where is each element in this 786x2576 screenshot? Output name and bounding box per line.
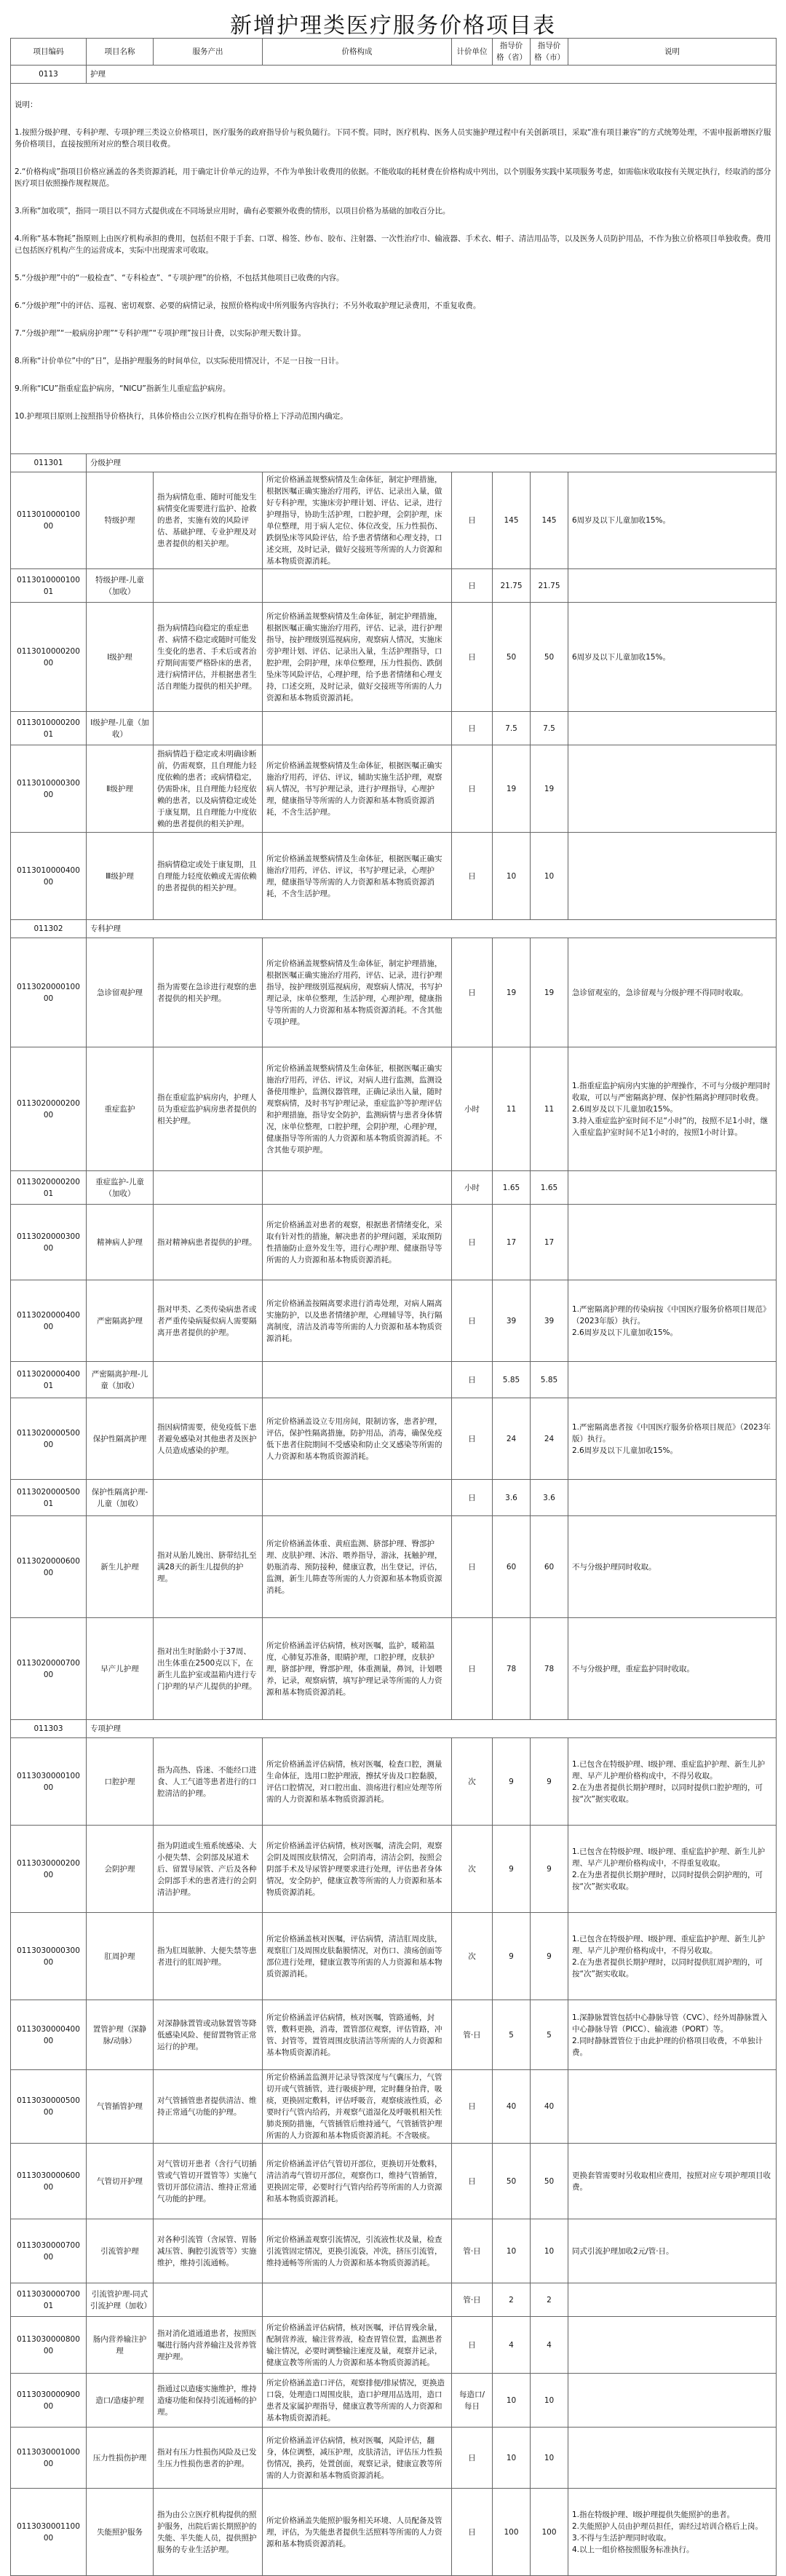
item-code: 011302000020001 [11, 1171, 87, 1205]
item-name: 严密隔离护理-儿童（加收） [87, 1362, 154, 1398]
table-header [11, 39, 777, 66]
item-unit: 次 [452, 1826, 493, 1913]
item-code: 011302000070000 [11, 1618, 87, 1720]
item-name: 早产儿护理 [87, 1618, 154, 1720]
section-row [11, 1720, 777, 1738]
item-price-city: 78 [531, 1618, 568, 1720]
item-name: 引流管护理-同式引流护理（加收） [87, 2283, 154, 2317]
table-row [11, 1516, 777, 1618]
item-description: 急诊留观室的，急诊留观与分级护理不得同时收取。 [568, 938, 777, 1047]
category-row [11, 66, 777, 84]
item-code: 011302000010000 [11, 938, 87, 1047]
table-row [11, 1826, 777, 1913]
item-price-city: 5.85 [531, 1362, 568, 1398]
item-price-city: 24 [531, 1398, 568, 1480]
item-output [154, 569, 263, 603]
item-name: 造口/造瘘护理 [87, 2374, 154, 2428]
item-unit: 管·日 [452, 2283, 493, 2317]
item-price-city: 60 [531, 1516, 568, 1618]
item-output: 指为病情趋向稳定的重症患者、病情不稳定或随时可能发生变化的患者、手术后或者治疗期间需要严格卧床的患者，进行病情评估，并根据患者生活自理能力提供的相关护理。 [154, 603, 263, 712]
item-price-city: 9 [531, 1738, 568, 1826]
item-code: 011303000010000 [11, 1738, 87, 1826]
item-price-city: 1.65 [531, 1171, 568, 1205]
item-code: 011301000030000 [11, 745, 87, 833]
item-price-province: 5.85 [493, 1362, 531, 1398]
item-price-province: 11 [493, 1047, 531, 1171]
item-unit: 日 [452, 1618, 493, 1720]
item-price-province: 24 [493, 1398, 531, 1480]
table-row [11, 2144, 777, 2219]
item-description: 更换套管需要时另收取相应费用，按照对应专项护理项目收费。 [568, 2144, 777, 2219]
item-code: 011303000090000 [11, 2374, 87, 2428]
item-price-province: 19 [493, 745, 531, 833]
item-price-city: 7.5 [531, 712, 568, 745]
note-line: 7.“分级护理”“一般病房护理”“专科护理”“专项护理”按日计费，以实际护理天数计算。 [15, 329, 306, 338]
table-row [11, 1171, 777, 1205]
item-code: 011302000040001 [11, 1362, 87, 1398]
item-price-province: 78 [493, 1618, 531, 1720]
item-unit: 日 [452, 2317, 493, 2374]
item-output: 对气管插管患者提供清洁、维持正常通气功能的护理。 [154, 2070, 263, 2144]
item-composition: 所定价格涵盖设立专用房间，限制访客，患者护理，评估，保护性隔离措施，防护用品，消毒，确保免疫低下患者住院期间不受感染和防止交叉感染等所需的人力资源和基本物质资源消耗。 [263, 1398, 452, 1480]
item-output: 指为需要在急诊进行观察的患者提供的相关护理。 [154, 938, 263, 1047]
note-line: 10.护理项目原则上按照指导价格执行，具体价格由公立医疗机构在指导价格上下浮动范围内确定。 [15, 412, 348, 421]
item-composition [263, 712, 452, 745]
item-description [568, 2070, 777, 2144]
item-price-city: 5 [531, 2000, 568, 2070]
note-line: 1.按照分级护理、专科护理、专项护理三类设立价格项目，医疗服务的政府指导价与税负随行。下同不赘。同时，医疗机构、医务人员实施护理过程中有关创新项目，采取“准有项目兼容”的方式统筹处理，不需申报新增医疗服务价格项目，直接按照所对应的整合项目收费。 [15, 128, 771, 148]
section-name: 专项护理 [87, 1720, 777, 1738]
item-output: 指病情稳定或处于康复期，且自理能力轻度依赖或无需依赖的患者提供的相关护理。 [154, 833, 263, 920]
item-unit: 管·日 [452, 2000, 493, 2070]
table-row [11, 569, 777, 603]
table-row [11, 2428, 777, 2489]
item-price-city: 50 [531, 603, 568, 712]
item-price-city: 21.75 [531, 569, 568, 603]
item-description [568, 2374, 777, 2428]
item-price-city: 11 [531, 1047, 568, 1171]
item-composition: 所定价格涵盖监测并记录导管深度与气囊压力，气管切开或气管插管，进行吸痰护理，定时翻身拍背，吸痰，更换固定敷料，评估呼吸音，观察痰液性质，必要时行气管内给药，并观察气道湿化及呼吸机相关性肺炎预防措施，气管插管后维持通气，气管插管护理所需的人力资源和基本物质资源消耗。不含吸痰。 [263, 2070, 452, 2144]
item-composition: 所定价格涵盖评估病情，核对医嘱，管路通畅，封管，敷料更换，消毒，置管部位观察，评估管路，冲管、封管等，置管周围皮肤清洁等所需的人力资源和基本物质资源消耗。 [263, 2000, 452, 2070]
item-price-city: 9 [531, 1826, 568, 1913]
item-output: 指为高热、昏迷、不能经口进食、人工气道等患者进行的口腔清洁的护理。 [154, 1738, 263, 1826]
item-price-city: 19 [531, 745, 568, 833]
item-name: 保护性隔离护理-儿童（加收） [87, 1480, 154, 1516]
item-price-city: 100 [531, 2489, 568, 2576]
note-line: 说明： [15, 100, 38, 109]
item-price-province: 10 [493, 2219, 531, 2283]
item-composition: 所定价格涵盖规整病情及生命体征，根据医嘱正确实施治疗用药，评估、评议，书写护理记录，心理护理，健康指导等所需的人力资源和基本物质资源消耗，不含生活护理。 [263, 833, 452, 920]
item-composition: 所定价格涵盖体重、黄疸监测、脐部护理、臀部护理、皮肤护理、沐浴、喂养指导，游泳，抚触护理，奶瓶消毒、预防接种，健康宣教，出生登记，评估，监测，新生儿筛查等所需的人力资源和基本物质资源消耗。 [263, 1516, 452, 1618]
item-unit: 日 [452, 2428, 493, 2489]
item-unit: 日 [452, 1516, 493, 1618]
item-description [568, 745, 777, 833]
item-code: 011302000050000 [11, 1398, 87, 1480]
header-unit: 计价单位 [452, 39, 493, 66]
header-code: 项目编码 [11, 39, 87, 66]
item-unit: 日 [452, 472, 493, 569]
category-name: 护理 [87, 66, 777, 84]
item-output [154, 1480, 263, 1516]
item-output [154, 1362, 263, 1398]
item-unit: 日 [452, 2070, 493, 2144]
section-name: 分级护理 [87, 454, 777, 472]
item-name: Ⅲ级护理 [87, 833, 154, 920]
item-price-province: 7.5 [493, 712, 531, 745]
item-price-province: 100 [493, 2489, 531, 2576]
item-code: 011301000020001 [11, 712, 87, 745]
item-unit: 管·日 [452, 2219, 493, 2283]
table-row [11, 712, 777, 745]
item-output: 指为由公立医疗机构提供的照护服务，出院后需长期照护的失能、半失能人员，提供照护服务的专业生活护理。 [154, 2489, 263, 2576]
header-description: 说明 [568, 39, 777, 66]
item-code: 011303000030000 [11, 1913, 87, 2000]
item-unit: 次 [452, 1738, 493, 1826]
item-name: 急诊留观护理 [87, 938, 154, 1047]
item-code: 011301000040000 [11, 833, 87, 920]
item-unit: 小时 [452, 1171, 493, 1205]
table-row [11, 603, 777, 712]
item-price-city: 39 [531, 1280, 568, 1362]
header-price-province: 指导价格（省） [493, 39, 531, 66]
item-code: 011303000070001 [11, 2283, 87, 2317]
item-output: 指为病情危重、随时可能发生病情变化需要进行监护、抢救的患者，实施有效的风险评估、基础护理、专业护理及对患者提供的相关护理。 [154, 472, 263, 569]
item-code: 011303000080000 [11, 2317, 87, 2374]
item-price-city: 19 [531, 938, 568, 1047]
item-name: 特级护理 [87, 472, 154, 569]
item-description [568, 569, 777, 603]
table-row [11, 2317, 777, 2374]
item-unit: 日 [452, 745, 493, 833]
item-price-province: 21.75 [493, 569, 531, 603]
item-price-city: 17 [531, 1205, 568, 1280]
item-output: 对气管切开患者（含行气切插管或气管切开置管等）实施气管切开部位清洁、维持正常通气功能的护理。 [154, 2144, 263, 2219]
item-price-province: 19 [493, 938, 531, 1047]
section-code: 011303 [11, 1720, 87, 1738]
item-composition: 所定价格涵盖评估病情，核对医嘱，清洗会阴，观察会阴及周围皮肤情况，会阴消毒，清洁会阴，按照会阴部手术及导尿管护理要求进行处理，评估患者身体情况，安全防护，健康宣教等所需的人力资源和基本物质资源消耗。 [263, 1826, 452, 1913]
item-price-province: 9 [493, 1738, 531, 1826]
table-row [11, 1738, 777, 1826]
item-composition: 所定价格涵盖评估气管切开部位，更换切开处敷料，清洁消毒气管切开部位，观察伤口，维持气管插管，更换固定带，必要时行气管内给药等所需的人力资源和基本物质资源消耗。 [263, 2144, 452, 2219]
table-row [11, 2283, 777, 2317]
item-code: 011303000040000 [11, 2000, 87, 2070]
item-description [568, 1205, 777, 1280]
section-code: 011302 [11, 920, 87, 938]
item-composition: 所定价格涵盖按隔离要求进行消毒处理，对病人隔离实施防护，以及患者情绪护理，心理辅导等，执行隔离制度，清洁及消毒等所需的人力资源和基本物质资源消耗。 [263, 1280, 452, 1362]
table-row [11, 2219, 777, 2283]
item-description: 6周岁及以下儿童加收15%。 [568, 472, 777, 569]
item-unit: 每造口/每日 [452, 2374, 493, 2428]
item-price-province: 145 [493, 472, 531, 569]
item-name: 特级护理-儿童（加收） [87, 569, 154, 603]
item-unit: 日 [452, 1362, 493, 1398]
table-row [11, 833, 777, 920]
item-name: 气管插管护理 [87, 2070, 154, 2144]
item-output: 指在重症监护病房内，护理人员为重症监护病房患者提供的相关护理。 [154, 1047, 263, 1171]
section-code: 011301 [11, 454, 87, 472]
item-name: 肠内营养输注护理 [87, 2317, 154, 2374]
item-description [568, 1480, 777, 1516]
item-description [568, 1171, 777, 1205]
table-row [11, 1398, 777, 1480]
item-output: 指病情趋于稳定或未明确诊断前，仍需观察，且自理能力轻度依赖的患者；或病情稳定，仍需卧床，且自理能力轻度依赖的患者，以及病情稳定或处于康复期，且自理能力中度依赖的患者提供的相关护理。 [154, 745, 263, 833]
item-output: 指对甲类、乙类传染病患者或者严重传染病疑似病人需要隔离开患者提供的护理。 [154, 1280, 263, 1362]
item-unit: 日 [452, 1280, 493, 1362]
item-price-province: 10 [493, 2374, 531, 2428]
table-row [11, 745, 777, 833]
item-name: 重症监护 [87, 1047, 154, 1171]
table-row [11, 1480, 777, 1516]
table-row [11, 1913, 777, 2000]
item-code: 011302000020000 [11, 1047, 87, 1171]
item-code: 011302000040000 [11, 1280, 87, 1362]
table-row [11, 2374, 777, 2428]
header-name: 项目名称 [87, 39, 154, 66]
item-unit: 日 [452, 2489, 493, 2576]
item-composition: 所定价格涵盖对患者的观察，根据患者情绪变化，采取有针对性的措施，解决患者的护理问题，采取预防性措施防止意外发生等，进行心理护理、健康指导等所需的人力资源和基本物质资源消耗。 [263, 1205, 452, 1280]
item-price-city: 3.6 [531, 1480, 568, 1516]
item-name: Ⅰ级护理 [87, 603, 154, 712]
note-line: 8.所称“计价单位”中的“日”，是指护理服务的时间单位，以实际使用情况计，不足一日按一日计。 [15, 357, 344, 365]
item-name: 会阴护理 [87, 1826, 154, 1913]
item-name: 精神病人护理 [87, 1205, 154, 1280]
item-price-city: 10 [531, 2428, 568, 2489]
item-name: 引流管护理 [87, 2219, 154, 2283]
item-name: 失能照护服务 [87, 2489, 154, 2576]
item-description: 1.指重症监护病房内实施的护理操作，不可与分级护理同时收取，可以与严密隔离护理、保护性隔离护理同时收费。 2.6周岁及以下儿童加收15%。 3.持入重症监护室时间不足“小时”的，按照不足1小时，继入重症监护室时间不足1小时的，按照1小时计算。 [568, 1047, 777, 1171]
table-row [11, 2000, 777, 2070]
item-description: 1.深静脉置管包括中心静脉导管（CVC）、经外周静脉置入中心静脉导管（PICC）、输液港（PORT）等。 2.同时静脉置管位于由此护理的价格项目收费，不单独计费。 [568, 2000, 777, 2070]
item-unit: 日 [452, 712, 493, 745]
item-price-province: 40 [493, 2070, 531, 2144]
notes-row [11, 84, 777, 454]
item-composition: 所定价格涵盖造口评估，观察排便/排尿情况，更换造口袋，处理造口周围皮肤，造口护理用品选用，造口患者及家属护理指导，健康宣教等所需的人力资源和基本物质资源消耗。 [263, 2374, 452, 2428]
item-name: 口腔护理 [87, 1738, 154, 1826]
item-name: 压力性损伤护理 [87, 2428, 154, 2489]
header-composition: 价格构成 [263, 39, 452, 66]
item-description [568, 2428, 777, 2489]
item-description: 同式引流护理加收2元/管·日。 [568, 2219, 777, 2283]
item-price-city: 10 [531, 833, 568, 920]
item-price-city: 40 [531, 2070, 568, 2144]
note-line: 5.“分级护理”中的“一般检查”、“专科检查”、“专项护理”的价格，不包括其他项目已收费的内容。 [15, 274, 344, 282]
item-name: 保护性隔离护理 [87, 1398, 154, 1480]
item-description [568, 2283, 777, 2317]
item-name: 重症监护-儿童（加收） [87, 1171, 154, 1205]
item-composition: 所定价格涵盖观察引流情况，引流液性状及量，检查引流管固定情况，更换引流袋，冲洗，挤压引流管，维持通畅等所需的人力资源和基本物质资源消耗。 [263, 2219, 452, 2283]
item-code: 011303000110000 [11, 2489, 87, 2576]
header-output: 服务产出 [154, 39, 263, 66]
table-row [11, 938, 777, 1047]
item-unit: 日 [452, 833, 493, 920]
item-description: 不与分级护理同时收取。 [568, 1516, 777, 1618]
item-code: 011303000050000 [11, 2070, 87, 2144]
item-output: 指对有压力性损伤风险及已发生压力性损伤患者的护理。 [154, 2428, 263, 2489]
item-price-province: 50 [493, 2144, 531, 2219]
section-row [11, 920, 777, 938]
section-row [11, 454, 777, 472]
item-code: 011301000010000 [11, 472, 87, 569]
item-code: 011301000010001 [11, 569, 87, 603]
item-output: 指为阴道或生殖系统感染、大小便失禁、会阴部及尿道术后、留置导尿管、产后及各种会阴部手术的患者进行的会阴清洁护理。 [154, 1826, 263, 1913]
note-line: 2.“价格构成”指项目价格应涵盖的各类资源消耗，用于确定计价单元的边界，不作为单独计收费用的依据。不能收取的耗材费在价格构成中列出，以个别服务实践中某项服务考虑，如需临床收取按有关规定执行，经取消的部分医疗项目依照操作规程规范。 [15, 167, 771, 188]
item-description [568, 833, 777, 920]
item-unit: 日 [452, 1398, 493, 1480]
item-price-province: 2 [493, 2283, 531, 2317]
item-price-city: 10 [531, 2374, 568, 2428]
item-output: 对各种引流管（含尿管、胃肠减压管、胸腔引流管等）实施维护，维持引流通畅。 [154, 2219, 263, 2283]
item-composition: 所定价格涵盖核对医嘱，评估病情，清洁肛周皮肤，观察肛门及周围皮肤黏膜情况，对伤口、溃疡创面等部位进行处理，健康宣教等所需的人力资源和基本物质资源消耗。 [263, 1913, 452, 2000]
item-name: 置管护理（深静脉/动脉） [87, 2000, 154, 2070]
item-unit: 日 [452, 938, 493, 1047]
page-title: 新增护理类医疗服务价格项目表 [230, 13, 556, 39]
item-name: 严密隔离护理 [87, 1280, 154, 1362]
item-unit: 日 [452, 603, 493, 712]
item-output: 指对从胎儿娩出、脐带结扎至满28天的新生儿提供的护理。 [154, 1516, 263, 1618]
item-output: 指对出生时胎龄小于37周、出生体重在2500克以下，在新生儿监护室或温箱内进行专门护理的早产儿提供的护理。 [154, 1618, 263, 1720]
item-code: 011301000020000 [11, 603, 87, 712]
note-line: 6.“分级护理”中的评估、巡视、密切观察、必要的病情记录，按照价格构成中所列服务内容执行；不另外收取护理记录费用，不重复收费。 [15, 301, 481, 310]
item-code: 011303000100000 [11, 2428, 87, 2489]
item-unit: 日 [452, 1205, 493, 1280]
item-description: 1.严密隔离患者按《中国医疗服务价格项目规范》（2023年版）执行。 2.6周岁及以下儿童加收15%。 [568, 1398, 777, 1480]
item-name: 新生儿护理 [87, 1516, 154, 1618]
table-row [11, 2070, 777, 2144]
item-composition: 所定价格涵盖规整病情及生命体征，根据医嘱正确实施治疗用药，评估、评议，对病人进行监测，监测设备使用维护，监测仪器管理，正确记录出入量，随时观察病情，及时书写护理记录，重症监护等护理评估和护理措施，指导安全防护，监测病情与患者身体情况，床单位整理，口腔护理，会阴护理，心理护理，健康指导等所需的人力资源和基本物质资源消耗。不含其他专项护理。 [263, 1047, 452, 1171]
category-code: 0113 [11, 66, 87, 84]
item-code: 011303000060000 [11, 2144, 87, 2219]
item-price-province: 39 [493, 1280, 531, 1362]
table-row [11, 472, 777, 569]
item-description [568, 1362, 777, 1398]
item-name: Ⅱ级护理 [87, 745, 154, 833]
item-name: Ⅰ级护理-儿童（加收） [87, 712, 154, 745]
item-description [568, 2317, 777, 2374]
item-price-province: 60 [493, 1516, 531, 1618]
item-price-city: 4 [531, 2317, 568, 2374]
item-output: 指因病情需要，使免疫低下患者避免感染对其他患者及医护人员造成感染的护理。 [154, 1398, 263, 1480]
table-row [11, 1205, 777, 1280]
item-description: 1.已包含在特级护理、I级护理、重症监护护理、新生儿护理、早产儿护理价格构成中，不得重复收取。 2.在为患者提供长期护理时，以同时提供会阴护理的，可按“次”据实收取。 [568, 1826, 777, 1913]
item-composition: 所定价格涵盖规整病情及生命体征，制定护理措施，根据医嘱正确实施治疗用药，评估、记录出入量，做好专科护理，实施床旁护理计划、评估、记录，进行护理指导，协助生活护理，口腔护理，会阴护理，床单位整理，用于病人定位、体位改变，压力性损伤、跌倒坠床等风险评估，给予患者情绪和心理支持，口述交班，及时记录，做好交接班等所需的人力资源和基本物质资源消耗。 [263, 472, 452, 569]
item-output: 指通过以造瘘实施维护，维持造瘘功能和保持引流通畅的护理。 [154, 2374, 263, 2428]
item-code: 011302000060000 [11, 1516, 87, 1618]
item-composition: 所定价格涵盖失能照护服务相关环境、人员配备及管理，评估，为失能患者提供生活照料等所需的人力资源和基本物质资源消耗。 [263, 2489, 452, 2576]
item-composition [263, 1171, 452, 1205]
note-line: 4.所称“基本物耗”指原则上由医疗机构承担的费用，包括但不限于手套、口罩、棉签、纱布、胶布、注射器、一次性治疗巾、输液器、手术衣、帽子、清洁用品等，以及医务人员防护用品，不作为独立价格项目单独收费。费用已包括医疗机构产生的运营成本，实际中出现需求可收取。 [15, 234, 771, 255]
item-output: 指为肛周脓肿、大便失禁等患者进行的肛周护理。 [154, 1913, 263, 2000]
item-name: 气管切开护理 [87, 2144, 154, 2219]
item-code: 011303000020000 [11, 1826, 87, 1913]
item-code: 011302000030000 [11, 1205, 87, 1280]
item-unit: 日 [452, 1480, 493, 1516]
item-description: 6周岁及以下儿童加收15%。 [568, 603, 777, 712]
item-price-province: 1.65 [493, 1171, 531, 1205]
item-output: 指对精神病患者提供的护理。 [154, 1205, 263, 1280]
table-row [11, 1280, 777, 1362]
item-composition: 所定价格涵盖规整病情及生命体征，根据医嘱正确实施治疗用药，评估、评议，辅助实施生活护理，观察病人情况，书写护理记录，进行护理指导，心理护理，健康指导等所需的人力资源和基本物质资源消耗，不含生活护理。 [263, 745, 452, 833]
item-composition: 所定价格涵盖评估病情，核对医嘱，评估胃残余量，配制营养液，输注营养液，检查胃管位置，监测患者输注情况，必要时调整输注速度及量，观察并记录，健康宣教等所需的人力资源和基本物质资源消耗。 [263, 2317, 452, 2374]
item-price-city: 50 [531, 2144, 568, 2219]
item-unit: 日 [452, 569, 493, 603]
section-name: 专科护理 [87, 920, 777, 938]
item-description: 1.已包含在特级护理、I级护理、重症监护护理、新生儿护理、早产儿护理价格构成中，不得另收取。 2.在为患者提供长期护理时，以同时提供口腔护理的，可按“次”据实收取。 [568, 1738, 777, 1826]
item-output [154, 712, 263, 745]
item-output [154, 1171, 263, 1205]
item-composition: 所定价格涵盖规整病情及生命体征，制定护理措施，根据医嘱正确实施治疗用药，评估、记录，进行护理指导，按护理级别巡视病房，观察病人情况，书写护理记录，床单位整理，生活护理，心理护理，健康指导等所需的人力资源和基本物质资源消耗。不含其他专项护理。 [263, 938, 452, 1047]
item-composition: 所定价格涵盖评估病情，核对医嘱，检查口腔，测量生命体征，选用口腔护理液，擦拭牙齿及口腔黏膜，评估口腔情况，对口腔出血、溃疡进行相应处理等所需的人力资源和基本物质资源消耗。 [263, 1738, 452, 1826]
item-price-city: 145 [531, 472, 568, 569]
item-name: 肛周护理 [87, 1913, 154, 2000]
item-description: 1.严密隔离护理的传染病按《中国医疗服务价格项目规范》（2023年版）执行。 2.6周岁及以下儿童加收15%。 [568, 1280, 777, 1362]
item-price-province: 50 [493, 603, 531, 712]
item-price-province: 9 [493, 1913, 531, 2000]
item-description: 1.已包含在特级护理、I级护理、重症监护护理、新生儿护理、早产儿护理价格构成中，不得另收取。 2.在为患者提供长期护理时，以同时提供肛周护理的，可按“次”据实收取。 [568, 1913, 777, 2000]
item-output: 对深静脉置管或动脉置管等降低感染风险、便留置物管正常运行的护理。 [154, 2000, 263, 2070]
item-composition: 所定价格涵盖评估病情，核对医嘱，风险评估，翻身，体位调整，减压护理，皮肤清洁，评估压力性损伤情况，换药，处置创面，观察记录，健康宣教等所需的人力资源和基本物质资源消耗。 [263, 2428, 452, 2489]
table-row [11, 2489, 777, 2576]
table-row [11, 1618, 777, 1720]
item-composition: 所定价格涵盖规整病情及生命体征，制定护理措施，根据医嘱正确实施治疗用药，评估、记录，进行护理指导，按护理级别巡视病房，观察病人情况，实施床旁护理计划、评估、记录出入量，生活护理指导，口腔护理，会阴护理，床单位整理，压力性损伤、跌倒坠床等风险评估，心理护理，给予患者情绪和心理支持，口述交班，及时记录，做好交接班等所需的人力资源和基本物质资源消耗。 [263, 603, 452, 712]
item-description [568, 712, 777, 745]
item-price-city: 10 [531, 2219, 568, 2283]
item-code: 011302000050001 [11, 1480, 87, 1516]
header-price-city: 指导价格（市） [531, 39, 568, 66]
item-price-province: 9 [493, 1826, 531, 1913]
table-row [11, 1047, 777, 1171]
item-output [154, 2283, 263, 2317]
item-composition [263, 2283, 452, 2317]
item-description: 不与分级护理，重症监护同时收取。 [568, 1618, 777, 1720]
item-price-province: 10 [493, 833, 531, 920]
notes-block [11, 84, 777, 454]
item-composition: 所定价格涵盖评估病情，核对医嘱，监护，暖箱温度，心肺复苏准备，眼睛护理，口腔护理，皮肤护理，脐部护理，臀部护理，体重测量，鼻饲，计划喂养，记录，观察病情，填写护理记录等所需的人力资源和基本物质资源消耗。 [263, 1618, 452, 1720]
item-price-province: 4 [493, 2317, 531, 2374]
item-output: 指对消化道通道患者，按照医嘱进行肠内营养输注及营养管理护理。 [154, 2317, 263, 2374]
item-code: 011303000070000 [11, 2219, 87, 2283]
item-unit: 次 [452, 1913, 493, 2000]
item-price-province: 17 [493, 1205, 531, 1280]
item-composition [263, 1362, 452, 1398]
item-price-city: 9 [531, 1913, 568, 2000]
table-row [11, 1362, 777, 1398]
item-price-province: 10 [493, 2428, 531, 2489]
note-line: 9.所称“ICU”指重症监护病房，“NICU”指新生儿重症监护病房。 [15, 384, 231, 393]
item-price-province: 3.6 [493, 1480, 531, 1516]
price-table [10, 38, 777, 2576]
item-composition [263, 569, 452, 603]
item-unit: 小时 [452, 1047, 493, 1171]
item-price-city: 2 [531, 2283, 568, 2317]
note-line: 3.所称“加收项”，指同一项目以不同方式提供或在不同场景应用时，确有必要额外收费的情形，以项目价格为基础的加收百分比。 [15, 207, 450, 215]
item-price-province: 5 [493, 2000, 531, 2070]
item-description: 1.指在特级护理、I级护理提供失能照护的患者。 2.失能照护人员由护理员担任，需经过培训合格后上岗。 3.不得与生活护理同时收取。 4.以上一组价格按照服务标准执行。 [568, 2489, 777, 2576]
item-unit: 日 [452, 2144, 493, 2219]
item-composition [263, 1480, 452, 1516]
